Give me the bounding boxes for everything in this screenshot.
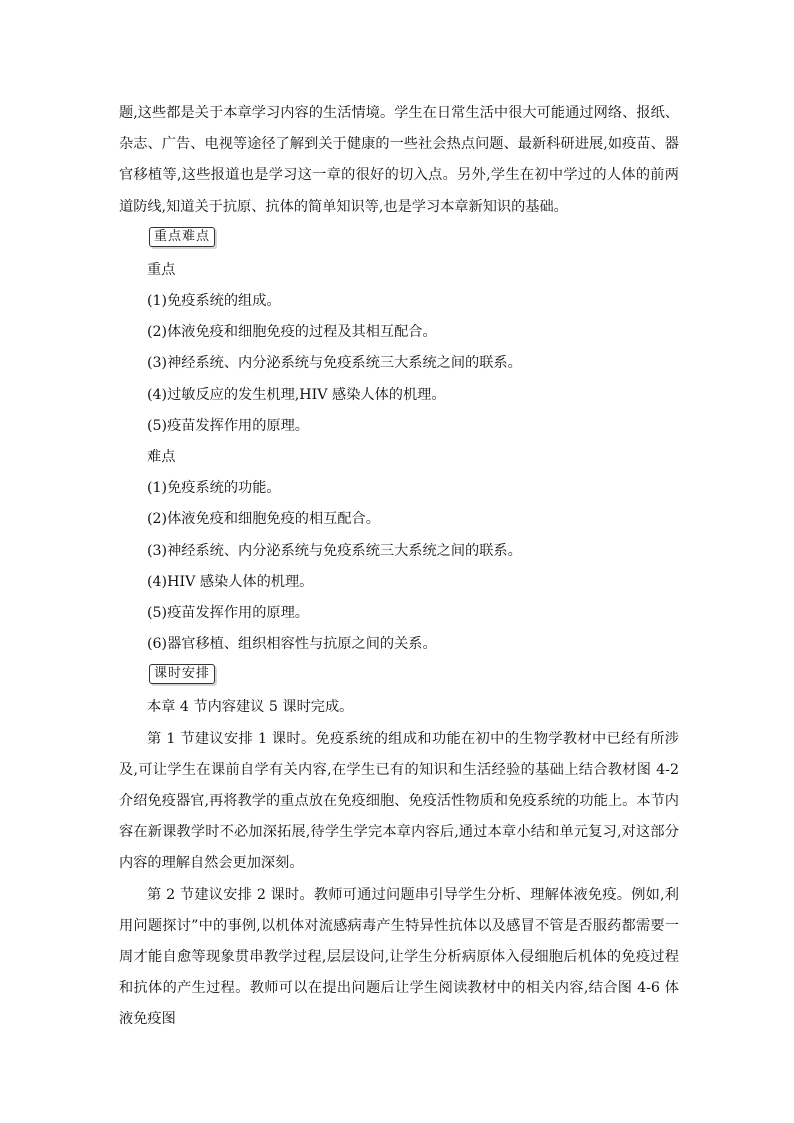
difficult-point-item: (6)器官移植、组织相容性与抗原之间的关系。 xyxy=(147,636,437,653)
schedule-tag-row xyxy=(119,660,679,692)
key-point-item: (5)疫苗发挥作用的原理。 xyxy=(147,417,309,434)
difficult-point-item: (5)疫苗发挥作用的原理。 xyxy=(147,605,309,622)
key-point-item: (4)过敏反应的发生机理,HIV 感染人体的机理。 xyxy=(147,386,446,403)
section2-paragraph: 第 2 节建议安排 2 课时。教师可通过问题串引导学生分析、理解体液免疫。例如,利用问题探讨”中的事例,以机体对流感病毒产生特异性抗体以及感冒不管是否服药都需要一周才能自愈等现象贯串教学过程,层层设问,让学生分析病原体入侵细胞后机体的免疫过程和抗体的产生过程。教师可以在提出问题后让学生阅读教材中的相关内容,结合图 4-6 体液免疫图 xyxy=(119,886,679,1028)
key-points-heading: 重点 xyxy=(147,261,176,278)
section1-paragraph: 第 1 节建议安排 1 课时。免疫系统的组成和功能在初中的生物学教材中已经有所涉及,可让学生在课前自学有关内容,在学生已有的知识和生活经验的基础上结合教材图 4-2 介绍免疫器官,再将教学的重点放在免疫细胞、免疫活性物质和免疫系统的功能上。本节内容在新课教学时不必加深拓展,待学生学完本章内容后,通过本章小结和单元复习,对这部分内容的理解自然会更加深刻。 xyxy=(119,730,679,872)
schedule-summary: 本章 4 节内容建议 5 课时完成。 xyxy=(147,699,354,716)
difficult-point-item: (2)体液免疫和细胞免疫的相互配合。 xyxy=(147,511,380,528)
document-page xyxy=(119,98,679,1036)
intro-paragraph: 题,这些都是关于本章学习内容的生活情境。学生在日常生活中很大可能通过网络、报纸、杂志、广告、电视等途径了解到关于健康的一些社会热点问题、最新科研进展,如疫苗、器官移植等,这些报道也是学习这一章的很好的切入点。另外,学生在初中学过的人体的前两道防线,知道关于抗原、抗体的简单知识等,也是学习本章新知识的基础。 xyxy=(119,105,679,215)
key-difficult-tag-row xyxy=(119,223,679,255)
key-point-item: (1)免疫系统的组成。 xyxy=(147,293,281,310)
schedule-tag: 课时安排 xyxy=(149,664,215,684)
difficult-point-item: (4)HIV 感染人体的机理。 xyxy=(147,573,314,590)
key-point-item: (2)体液免疫和细胞免疫的过程及其相互配合。 xyxy=(147,324,437,341)
key-point-item: (3)神经系统、内分泌系统与免疫系统三大系统之间的联系。 xyxy=(147,355,522,372)
difficult-point-item: (3)神经系统、内分泌系统与免疫系统三大系统之间的联系。 xyxy=(147,542,522,559)
difficult-points-heading: 难点 xyxy=(147,449,176,466)
key-difficult-tag: 重点难点 xyxy=(149,227,215,247)
difficult-point-item: (1)免疫系统的功能。 xyxy=(147,480,281,497)
